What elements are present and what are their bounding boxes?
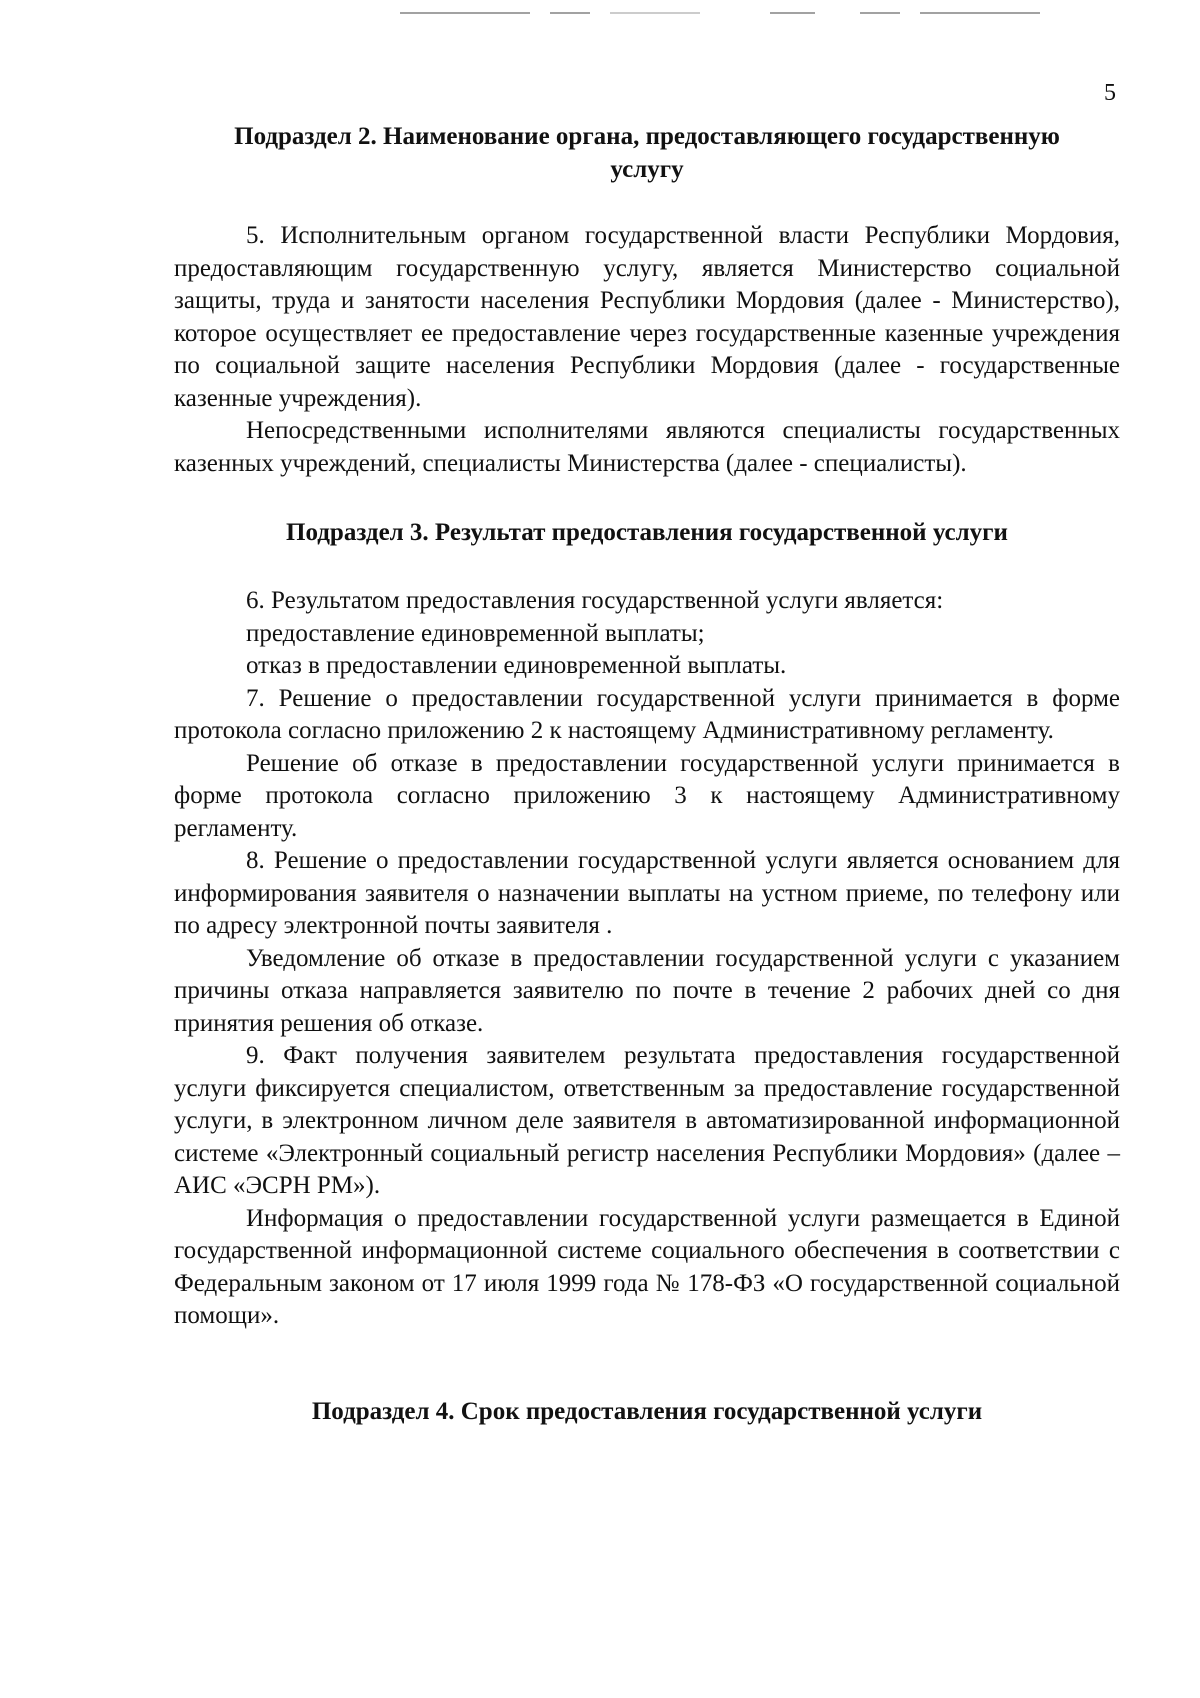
scan-artifact (400, 12, 530, 14)
section-heading: Подраздел 2. Наименование органа, предоставляющего государственную услугу (234, 123, 1060, 183)
document-body (174, 120, 1120, 1428)
paragraph: Уведомление об отказе в предоставлении государственной услуги с указанием причины отказа направляется заявителю по почте в течение 2 рабочих дней со дня принятия решения об отказе. (174, 944, 1120, 1037)
scan-artifact (770, 12, 815, 14)
page-number: 5 (1104, 80, 1116, 106)
section-heading: Подраздел 3. Результат предоставления государственной услуги (286, 519, 1008, 546)
scan-artifact (920, 12, 1040, 14)
paragraph: Решение об отказе в предоставлении государственной услуги принимается в форме протокола согласно приложению 3 к настоящему Административному регламенту. (174, 749, 1120, 842)
scan-artifact (860, 12, 900, 14)
paragraph: 7. Решение о предоставлении государственной услуги принимается в форме протокола согласно приложению 2 к настоящему Административному регламенту. (174, 684, 1120, 744)
paragraph: 5. Исполнительным органом государственной власти Республики Мордовия, предоставляющим государственную услугу, является Министерство социальной защиты, труда и занятости населения Республики Мордовия (далее - Министерство), которое осуществляет ее предоставление через государственные казенные учреждения по социальной защите населения Республики Мордовия (далее - государственные казенные учреждения). (174, 222, 1120, 412)
scan-artifact (550, 12, 590, 14)
paragraph: 8. Решение о предоставлении государственной услуги является основанием для информирования заявителя о назначении выплаты на устном приеме, по телефону или по адресу электронной почты заявителя . (174, 847, 1120, 939)
paragraph: Информация о предоставлении государственной услуги размещается в Единой государственной информационной системе социального обеспечения в соответствии с Федеральным законом от 17 июля 1999 года № 178-ФЗ «О государственной социальной помощи». (174, 1204, 1120, 1329)
paragraph: 6. Результатом предоставления государственной услуги является: (246, 587, 944, 614)
scan-artifact (610, 12, 700, 14)
paragraph: 9. Факт получения заявителем результата предоставления государственной услуги фиксируется специалистом, ответственным за предоставление государственной услуги, в электронном личном деле заявителя в автоматизированной информационной системе «Электронный социальный регистр населения Республики Мордовия» (далее – АИС «ЭСРН РМ»). (174, 1042, 1120, 1199)
paragraph: отказ в предоставлении единовременной выплаты. (246, 652, 787, 679)
paragraph: Непосредственными исполнителями являются специалисты государственных казенных учреждений, специалисты Министерства (далее - специалисты). (174, 417, 1120, 477)
section-heading: Подраздел 4. Срок предоставления государственной услуги (311, 1397, 983, 1425)
paragraph: предоставление единовременной выплаты; (246, 619, 705, 647)
